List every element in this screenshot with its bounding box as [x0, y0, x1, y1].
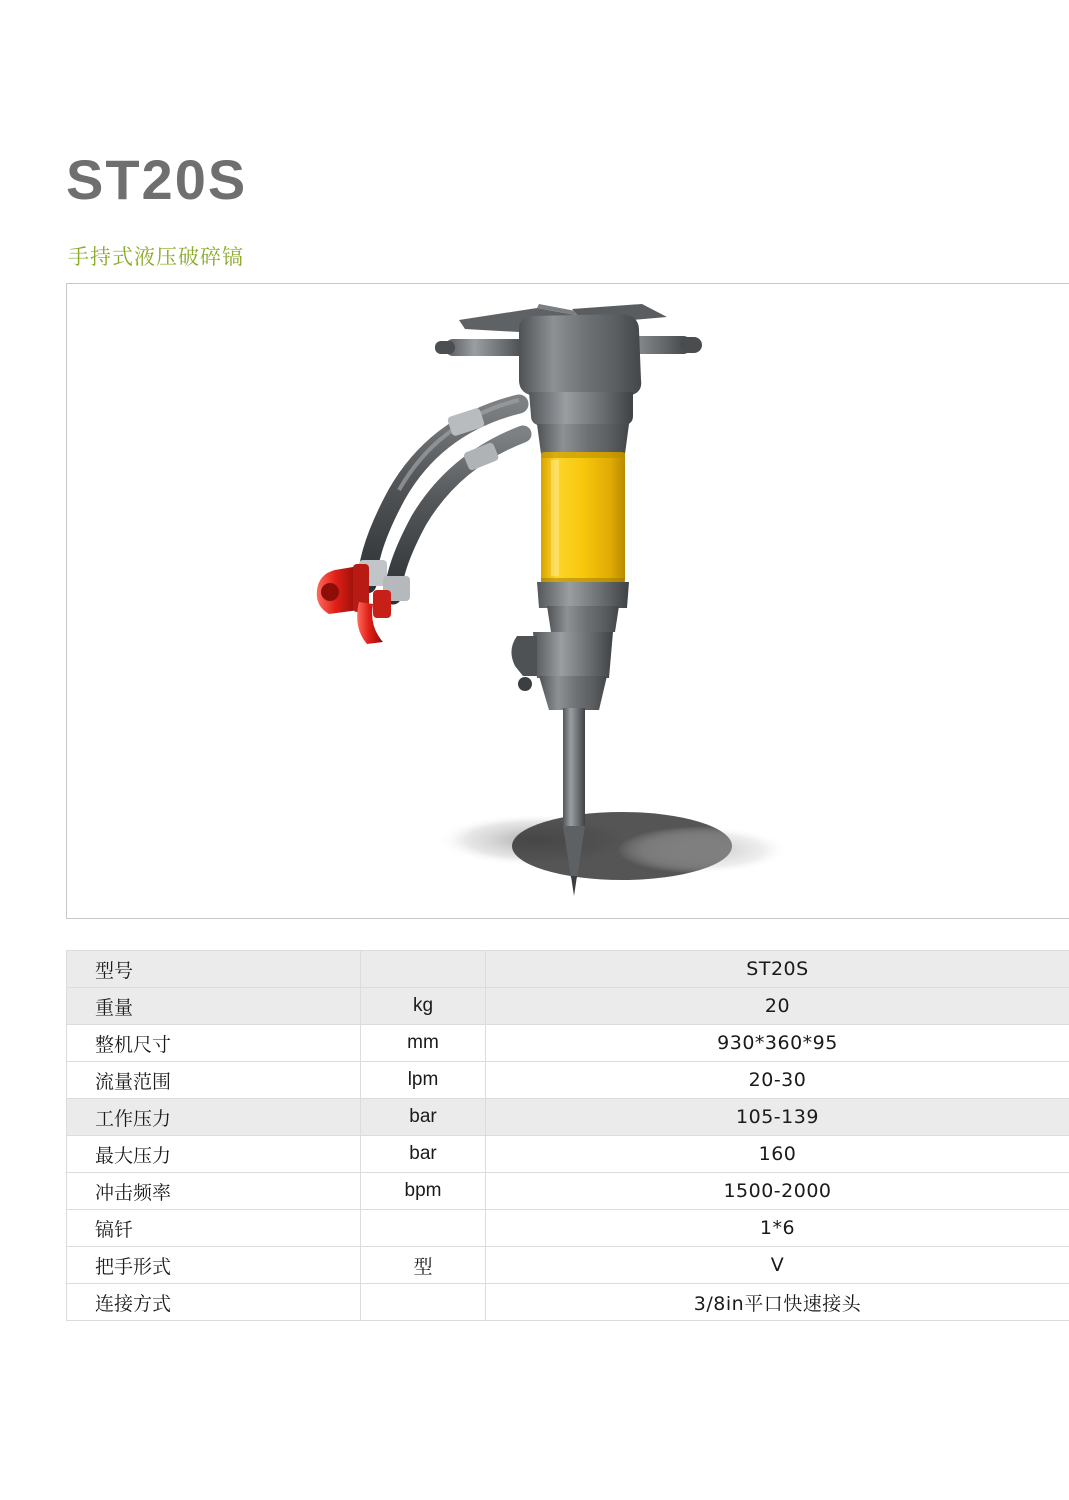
spec-unit: mm: [361, 1025, 486, 1062]
spec-unit: [361, 1210, 486, 1247]
spec-unit: bpm: [361, 1173, 486, 1210]
table-row: [67, 1099, 1069, 1136]
product-image-frame: [66, 283, 1069, 919]
page-title: ST20S: [66, 148, 248, 211]
spec-value: 105-139: [486, 1099, 1069, 1136]
specification-table: [66, 950, 1069, 1321]
spec-label: 冲击频率: [67, 1173, 361, 1210]
spec-unit: lpm: [361, 1062, 486, 1099]
spec-table-body: [67, 951, 1069, 1321]
spec-label: 工作压力: [67, 1099, 361, 1136]
spec-unit: bar: [361, 1099, 486, 1136]
table-row: [67, 1136, 1069, 1173]
spec-unit: kg: [361, 988, 486, 1025]
spec-label: 整机尺寸: [67, 1025, 361, 1062]
spec-label: 型号: [67, 951, 361, 988]
spec-label: 最大压力: [67, 1136, 361, 1173]
table-row: [67, 951, 1069, 988]
spec-value: 930*360*95: [486, 1025, 1069, 1062]
page-subtitle: 手持式液压破碎镐: [68, 245, 244, 269]
spec-unit: [361, 1284, 486, 1321]
spec-value: 1*6: [486, 1210, 1069, 1247]
spec-value: ST20S: [486, 951, 1069, 988]
table-row: [67, 1062, 1069, 1099]
spec-label: 镐钎: [67, 1210, 361, 1247]
spec-unit: bar: [361, 1136, 486, 1173]
hydraulic-breaker-hammer-icon: [67, 284, 1069, 919]
table-row: [67, 1284, 1069, 1321]
table-row: [67, 1247, 1069, 1284]
spec-label: 重量: [67, 988, 361, 1025]
table-row: [67, 988, 1069, 1025]
spec-unit: 型: [361, 1247, 486, 1284]
table-row: [67, 1210, 1069, 1247]
table-row: [67, 1173, 1069, 1210]
spec-label: 流量范围: [67, 1062, 361, 1099]
product-illustration: [67, 284, 1069, 918]
spec-value: 20-30: [486, 1062, 1069, 1099]
table-row: [67, 1025, 1069, 1062]
spec-value: 160: [486, 1136, 1069, 1173]
spec-value: 3/8in平口快速接头: [486, 1284, 1069, 1321]
spec-value: V: [486, 1247, 1069, 1284]
spec-value: 20: [486, 988, 1069, 1025]
spec-unit: [361, 951, 486, 988]
spec-label: 把手形式: [67, 1247, 361, 1284]
spec-label: 连接方式: [67, 1284, 361, 1321]
spec-value: 1500-2000: [486, 1173, 1069, 1210]
